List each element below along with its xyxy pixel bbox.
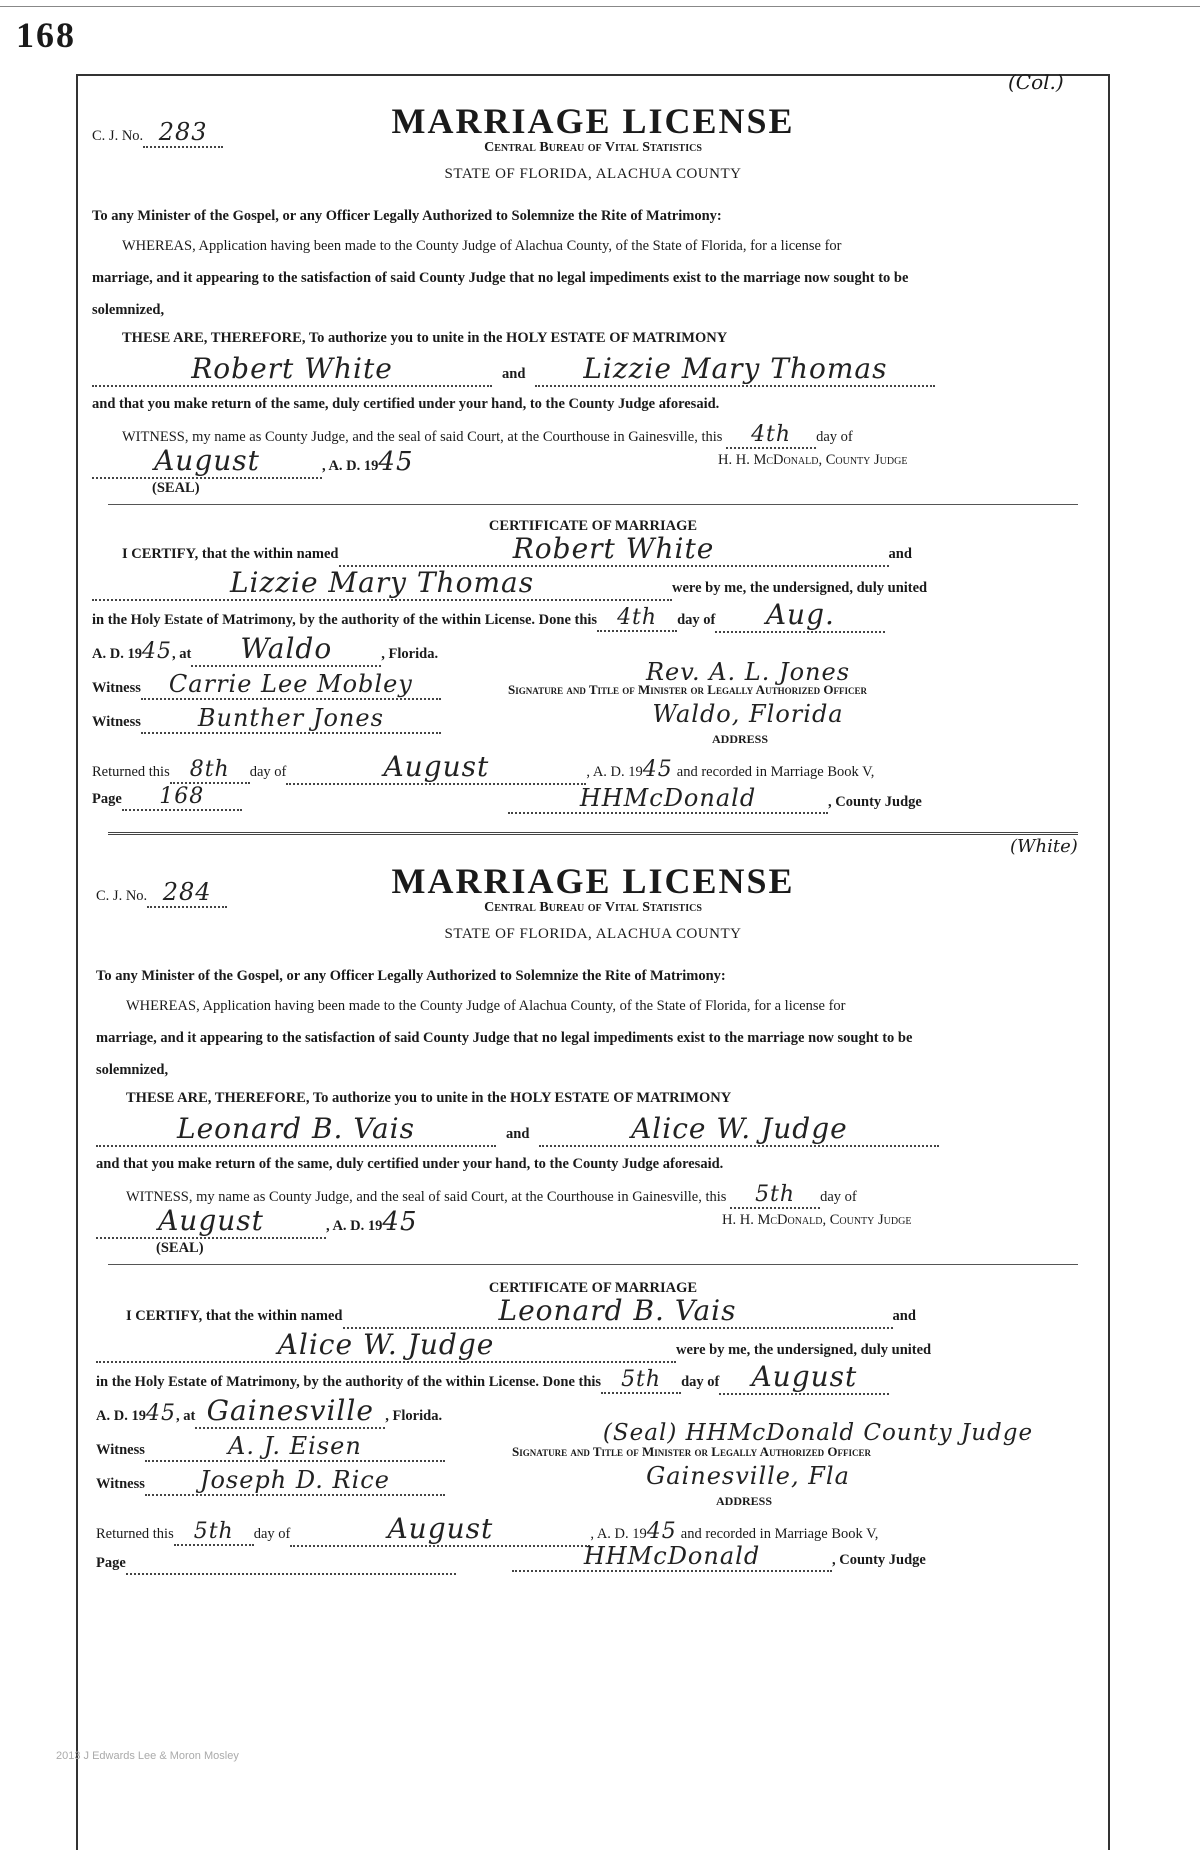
florida-label: , Florida. xyxy=(381,646,439,662)
at-label: , at xyxy=(171,646,192,662)
ad-label: , A. D. 19 xyxy=(590,1526,647,1542)
witness1-name: A. J. Eisen xyxy=(145,1432,445,1462)
license-year: 45 xyxy=(378,447,414,477)
address-label: ADDRESS xyxy=(716,1494,773,1508)
place-row xyxy=(96,1394,442,1429)
certify-row xyxy=(126,1294,916,1329)
page-row xyxy=(92,784,242,811)
page-value xyxy=(126,1548,456,1575)
officer-address: Gainesville, Fla xyxy=(646,1462,850,1490)
done-year: 45 xyxy=(141,639,172,664)
officer-signature: Rev. A. L. Jones xyxy=(645,658,851,686)
bride-name: Alice W. Judge xyxy=(539,1112,939,1147)
day-of-label: day of xyxy=(816,429,853,445)
recorded-judge-row xyxy=(512,1542,926,1572)
address-label: ADDRESS xyxy=(712,732,769,746)
couple-row xyxy=(92,352,935,387)
florida-label: , Florida. xyxy=(385,1408,443,1424)
groom-name: Robert White xyxy=(92,352,492,387)
therefore-line: THESE ARE, THEREFORE, To authorize you to unite in the HOLY ESTATE OF MATRIMONY xyxy=(126,1090,732,1106)
whereas-line-1: WHEREAS, Application having been made to the County Judge of Alachua County, of the State of Florida, for a license for xyxy=(122,238,842,254)
returned-year: 45 xyxy=(642,757,673,782)
license-month: August xyxy=(96,1204,326,1239)
page-label: Page xyxy=(92,791,122,807)
witness2-row xyxy=(92,704,441,734)
judge-signature: H. H. McDonald, County Judge xyxy=(718,452,908,468)
united-label: were by me, the undersigned, duly united xyxy=(676,1342,932,1358)
witness1-name: Carrie Lee Mobley xyxy=(141,670,441,700)
place-value: Gainesville xyxy=(195,1394,385,1429)
done-year: 45 xyxy=(145,1401,176,1426)
seal-label: (SEAL) xyxy=(152,480,200,496)
whereas-line-3: solemnized, xyxy=(96,1062,169,1078)
witness1-row xyxy=(92,670,441,700)
therefore-line: THESE ARE, THEREFORE, To authorize you to unite in the HOLY ESTATE OF MATRIMONY xyxy=(122,330,728,346)
place-row xyxy=(92,632,438,667)
day-of-label: day of xyxy=(677,612,716,628)
witness2-row xyxy=(96,1466,445,1496)
return-line: and that you make return of the same, duly certified under your hand, to the County Judge aforesaid. xyxy=(92,396,720,412)
recorded-judge-row xyxy=(508,784,922,814)
done-row xyxy=(96,1360,889,1395)
returned-month: August xyxy=(290,1512,590,1547)
whereas-line-3: solemnized, xyxy=(92,302,165,318)
officer-label: Signature and Title of Minister or Legally Authorized Officer xyxy=(508,682,867,697)
page-row xyxy=(96,1548,456,1575)
done-day: 5th xyxy=(601,1367,681,1394)
bride-name: Lizzie Mary Thomas xyxy=(535,352,935,387)
recorded-label: and recorded in Marriage Book V, xyxy=(680,1526,879,1542)
certify-label: I CERTIFY, that the within named xyxy=(122,546,339,562)
certify-label: I CERTIFY, that the within named xyxy=(126,1308,343,1324)
witness2-name: Bunther Jones xyxy=(141,704,441,734)
document-frame xyxy=(76,70,1110,1850)
and-label: and xyxy=(888,546,912,562)
recorded-judge-signature: HHMcDonald xyxy=(508,784,828,814)
day-of-label: day of xyxy=(820,1189,857,1205)
holy-estate-label: in the Holy Estate of Matrimony, by the authority of the within License. Done this xyxy=(92,612,598,628)
seal-label: (SEAL) xyxy=(156,1240,204,1256)
license-year: 45 xyxy=(382,1207,418,1237)
returned-year: 45 xyxy=(646,1519,677,1544)
and-label: and xyxy=(892,1308,916,1324)
day-of-label: day of xyxy=(253,1526,291,1542)
couple-row xyxy=(96,1112,939,1147)
whereas-line-1: WHEREAS, Application having been made to the County Judge of Alachua County, of the State of Florida, for a license for xyxy=(126,998,846,1014)
returned-month: August xyxy=(286,750,586,785)
day-of-label: day of xyxy=(249,764,287,780)
place-value: Waldo xyxy=(191,632,381,667)
certify-row xyxy=(122,532,912,567)
page-label: Page xyxy=(96,1555,126,1571)
state-subtitle: STATE OF FLORIDA, ALACHUA COUNTY xyxy=(444,926,742,942)
ad-label: , A. D. 19 xyxy=(326,1218,383,1234)
judge-signature: H. H. McDonald, County Judge xyxy=(722,1212,912,1228)
and-label: and xyxy=(502,366,526,382)
cert-groom-name: Robert White xyxy=(339,532,889,567)
license-title: MARRIAGE LICENSE xyxy=(391,861,795,901)
cj-number-value: 284 xyxy=(147,878,227,908)
united-row xyxy=(92,566,927,601)
bureau-subtitle: Central Bureau of Vital Statistics xyxy=(484,140,702,155)
done-day: 4th xyxy=(597,605,677,632)
recorded-judge-signature: HHMcDonald xyxy=(512,1542,832,1572)
section-divider xyxy=(108,1264,1078,1265)
done-month: August xyxy=(719,1360,889,1395)
whereas-line-2: marriage, and it appearing to the satisfaction of said County Judge that no legal impediments exist to the marriage now sought to be xyxy=(96,1030,913,1046)
returned-label: Returned this xyxy=(96,1526,174,1542)
witness-label: Witness xyxy=(92,714,141,730)
done-month: Aug. xyxy=(715,598,885,633)
witness-label: Witness xyxy=(96,1442,145,1458)
holy-estate-label: in the Holy Estate of Matrimony, by the authority of the within License. Done this xyxy=(96,1374,602,1390)
at-label: , at xyxy=(175,1408,196,1424)
witness-label: Witness xyxy=(96,1476,145,1492)
ad-label: , A. D. 19 xyxy=(586,764,643,780)
witness1-row xyxy=(96,1432,445,1462)
license-date-row xyxy=(96,1204,418,1239)
certificate-title: CERTIFICATE OF MARRIAGE xyxy=(488,518,698,534)
address-line: To any Minister of the Gospel, or any Officer Legally Authorized to Solemnize the Rite of Matrimony: xyxy=(96,968,726,984)
corner-note: (White) xyxy=(1010,836,1078,857)
ad-label: , A. D. 19 xyxy=(322,458,379,474)
ad-at-label: A. D. 19 xyxy=(96,1408,146,1424)
day-of-label: day of xyxy=(681,1374,720,1390)
cj-label: C. J. No. xyxy=(92,128,144,144)
page-number: 168 xyxy=(16,15,76,55)
witness-label: Witness xyxy=(92,680,141,696)
and-label: and xyxy=(506,1126,530,1142)
officer-label: Signature and Title of Minister or Legally Authorized Officer xyxy=(512,1444,871,1459)
witness2-name: Joseph D. Rice xyxy=(145,1466,445,1496)
returned-day: 5th xyxy=(174,1519,254,1546)
officer-address: Waldo, Florida xyxy=(652,700,844,728)
certificate-title: CERTIFICATE OF MARRIAGE xyxy=(488,1280,698,1296)
returned-label: Returned this xyxy=(92,764,170,780)
section-divider xyxy=(108,504,1078,505)
ad-at-label: A. D. 19 xyxy=(92,646,142,662)
address-line: To any Minister of the Gospel, or any Officer Legally Authorized to Solemnize the Rite of Matrimony: xyxy=(92,208,722,224)
recorded-label: and recorded in Marriage Book V, xyxy=(676,764,875,780)
witness-line-text: WITNESS, my name as County Judge, and the seal of said Court, at the Courthouse in Gainesville, this xyxy=(122,429,723,445)
county-judge-label: , County Judge xyxy=(828,794,922,810)
groom-name: Leonard B. Vais xyxy=(96,1112,496,1147)
done-row xyxy=(92,598,885,633)
license-day: 4th xyxy=(726,422,816,449)
witness-line-text: WITNESS, my name as County Judge, and the seal of said Court, at the Courthouse in Gainesville, this xyxy=(126,1189,727,1205)
page-value: 168 xyxy=(122,784,242,811)
county-judge-label: , County Judge xyxy=(832,1552,926,1568)
whereas-line-2: marriage, and it appearing to the satisfaction of said County Judge that no legal impediments exist to the marriage now sought to be xyxy=(92,270,909,286)
return-line: and that you make return of the same, duly certified under your hand, to the County Judge aforesaid. xyxy=(96,1156,724,1172)
license-separator xyxy=(108,832,1078,835)
page-top-edge xyxy=(0,0,1200,7)
cert-bride-name: Alice W. Judge xyxy=(96,1328,676,1363)
license-month: August xyxy=(92,444,322,479)
united-label: were by me, the undersigned, duly united xyxy=(672,580,928,596)
license-day: 5th xyxy=(730,1182,820,1209)
returned-day: 8th xyxy=(170,757,250,784)
license-title: MARRIAGE LICENSE xyxy=(391,101,795,141)
returned-row xyxy=(92,750,874,785)
cj-label: C. J. No. xyxy=(96,888,148,904)
cert-bride-name: Lizzie Mary Thomas xyxy=(92,566,672,601)
bureau-subtitle: Central Bureau of Vital Statistics xyxy=(484,900,702,915)
corner-note: (Col.) xyxy=(1008,70,1064,94)
united-row xyxy=(96,1328,931,1363)
state-subtitle: STATE OF FLORIDA, ALACHUA COUNTY xyxy=(444,166,742,182)
officer-signature: (Seal) HHMcDonald County Judge xyxy=(602,1420,1034,1446)
cj-number-value: 283 xyxy=(143,118,223,148)
cert-groom-name: Leonard B. Vais xyxy=(343,1294,893,1329)
watermark: 2013 J Edwards Lee & Moron Mosley xyxy=(56,1750,239,1762)
license-date-row xyxy=(92,444,414,479)
